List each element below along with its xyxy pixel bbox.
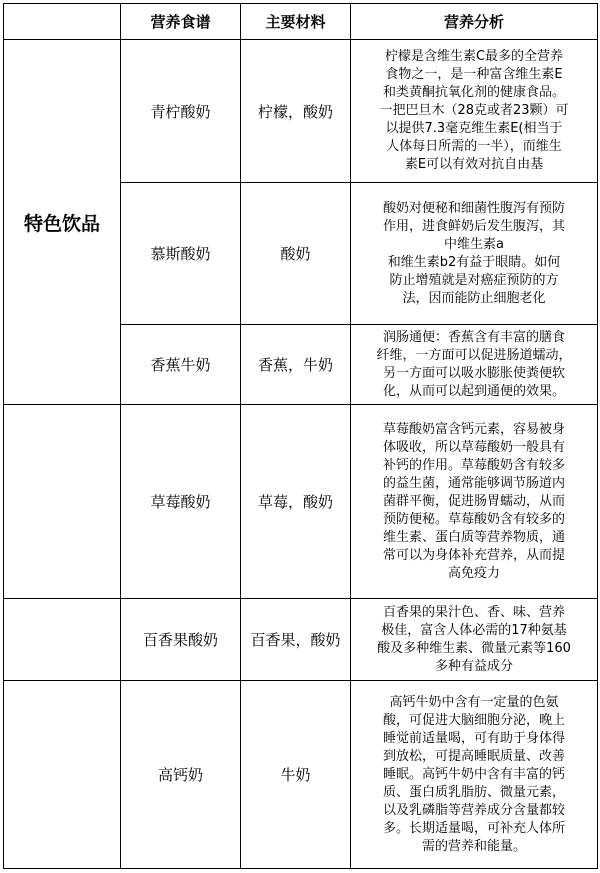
- analysis-line: 补钙的作用。草莓酸奶含有较多: [382, 457, 565, 473]
- analysis-line: 质、蛋白质乳脂肪、微量元素，: [382, 784, 565, 800]
- analysis-line: 柠檬是含维生素C最多的全营养: [384, 49, 564, 64]
- table-row: [4, 681, 598, 869]
- analysis-line: 多。长期适量喝，可补充人体所: [382, 820, 565, 836]
- header-row: [4, 4, 598, 40]
- analysis-line: 润肠通便：香蕉含有丰富的膳食: [382, 329, 565, 345]
- nutrition-analysis: [351, 405, 598, 599]
- analysis-line: 维生素、蛋白质等营养物质，通: [382, 529, 565, 545]
- nutrition-analysis: [351, 599, 598, 681]
- analysis-line: 另一方面可以吸水膨胀使粪便软: [382, 365, 565, 381]
- nutrition-analysis: [351, 325, 598, 405]
- header-analysis: 营养分析: [351, 4, 598, 40]
- header-recipe: 营养食谱: [121, 4, 241, 40]
- main-materials: 香蕉，牛奶: [241, 325, 351, 405]
- analysis-line: 草莓酸奶富含钙元素，容易被身: [382, 421, 565, 437]
- main-materials: 柠檬，酸奶: [241, 40, 351, 183]
- recipe-name: 草莓酸奶: [121, 405, 241, 599]
- main-materials: 百香果，酸奶: [241, 599, 351, 681]
- analysis-line: 高钙牛奶中含有一定量的色氨: [389, 694, 559, 710]
- analysis-line: 以及乳磷脂等营养成分含量都较: [382, 802, 565, 818]
- analysis-line: 和维生素b2有益于眼睛。如何: [387, 254, 561, 270]
- analysis-line: 酸，可促进大脑细胞分泌，晚上: [382, 712, 565, 728]
- recipe-name: 香蕉牛奶: [121, 325, 241, 405]
- analysis-line: 百香果的果汁色、香、味、营养: [382, 604, 565, 620]
- analysis-line: 睡眠。高钙牛奶中含有丰富的钙: [382, 766, 565, 782]
- analysis-line: 以提供7.3毫克维生素E(相当于: [385, 121, 563, 136]
- main-materials: 酸奶: [241, 183, 351, 325]
- analysis-line: 极佳，富含人体必需的17种氨基: [381, 622, 567, 638]
- analysis-line: 化，从而可以起到通便的效果。: [382, 383, 565, 399]
- table-row: [4, 405, 598, 599]
- analysis-line: 一把巴旦木（28克或者23颗）可: [379, 103, 569, 118]
- nutrition-analysis: [351, 183, 598, 325]
- analysis-line: 中维生素a: [444, 236, 504, 252]
- category-blank-cell: [4, 405, 121, 599]
- table-row: [4, 40, 598, 183]
- analysis-line: 多种有益成分: [434, 658, 513, 674]
- analysis-line: 常可以为身体补充营养，从而提: [382, 547, 565, 563]
- analysis-line: 睡觉前适量喝，可有助于身体得: [382, 730, 565, 746]
- analysis-line: 食物之一，是一种富含维生素E: [385, 67, 563, 82]
- analysis-line: 高免疫力: [447, 565, 500, 581]
- recipe-name: 青柠酸奶: [121, 40, 241, 183]
- category-blank-cell: [4, 681, 121, 869]
- analysis-line: 到放松，可提高睡眠质量、改善: [382, 748, 565, 764]
- analysis-line: 酸奶对便秘和细菌性腹泻有预防: [382, 200, 565, 216]
- nutrition-analysis: [351, 40, 598, 183]
- table-row: [4, 599, 598, 681]
- analysis-line: 体吸收，所以草莓酸奶一般具有: [382, 439, 565, 455]
- analysis-line: 人体每日所需的一半），而维生: [386, 139, 562, 154]
- analysis-line: 需的营养和能量。: [421, 838, 526, 854]
- analysis-line: 酸及多种维生素、微量元素等160: [377, 640, 571, 656]
- analysis-line: 菌群平衡，促进肠胃蠕动，从而: [382, 493, 565, 509]
- analysis-line: 素E可以有效对抗自由基: [404, 157, 544, 172]
- header-blank: [4, 4, 121, 40]
- nutrition-table: [3, 3, 598, 869]
- main-materials: 牛奶: [241, 681, 351, 869]
- recipe-name: 高钙奶: [121, 681, 241, 869]
- analysis-line: 纤维，一方面可以促进肠道蠕动，: [376, 347, 572, 363]
- analysis-line: 和类黄酮抗氧化剂的健康食品。: [382, 85, 565, 100]
- analysis-line: 的益生菌，通常能够调节肠道内: [382, 475, 565, 491]
- header-materials: 主要材料: [241, 4, 351, 40]
- analysis-line: 作用，进食鲜奶后发生腹泻，其: [382, 218, 565, 234]
- nutrition-analysis: [351, 681, 598, 869]
- category-blank-cell: [4, 599, 121, 681]
- analysis-line: 法，因而能防止细胞老化: [402, 290, 546, 306]
- recipe-name: 慕斯酸奶: [121, 183, 241, 325]
- analysis-line: 防止增殖就是对癌症预防的方: [389, 272, 559, 288]
- category-label: 特色饮品: [4, 40, 121, 405]
- recipe-name: 百香果酸奶: [121, 599, 241, 681]
- main-materials: 草莓，酸奶: [241, 405, 351, 599]
- analysis-line: 预防便秘。草莓酸奶含有较多的: [382, 511, 565, 527]
